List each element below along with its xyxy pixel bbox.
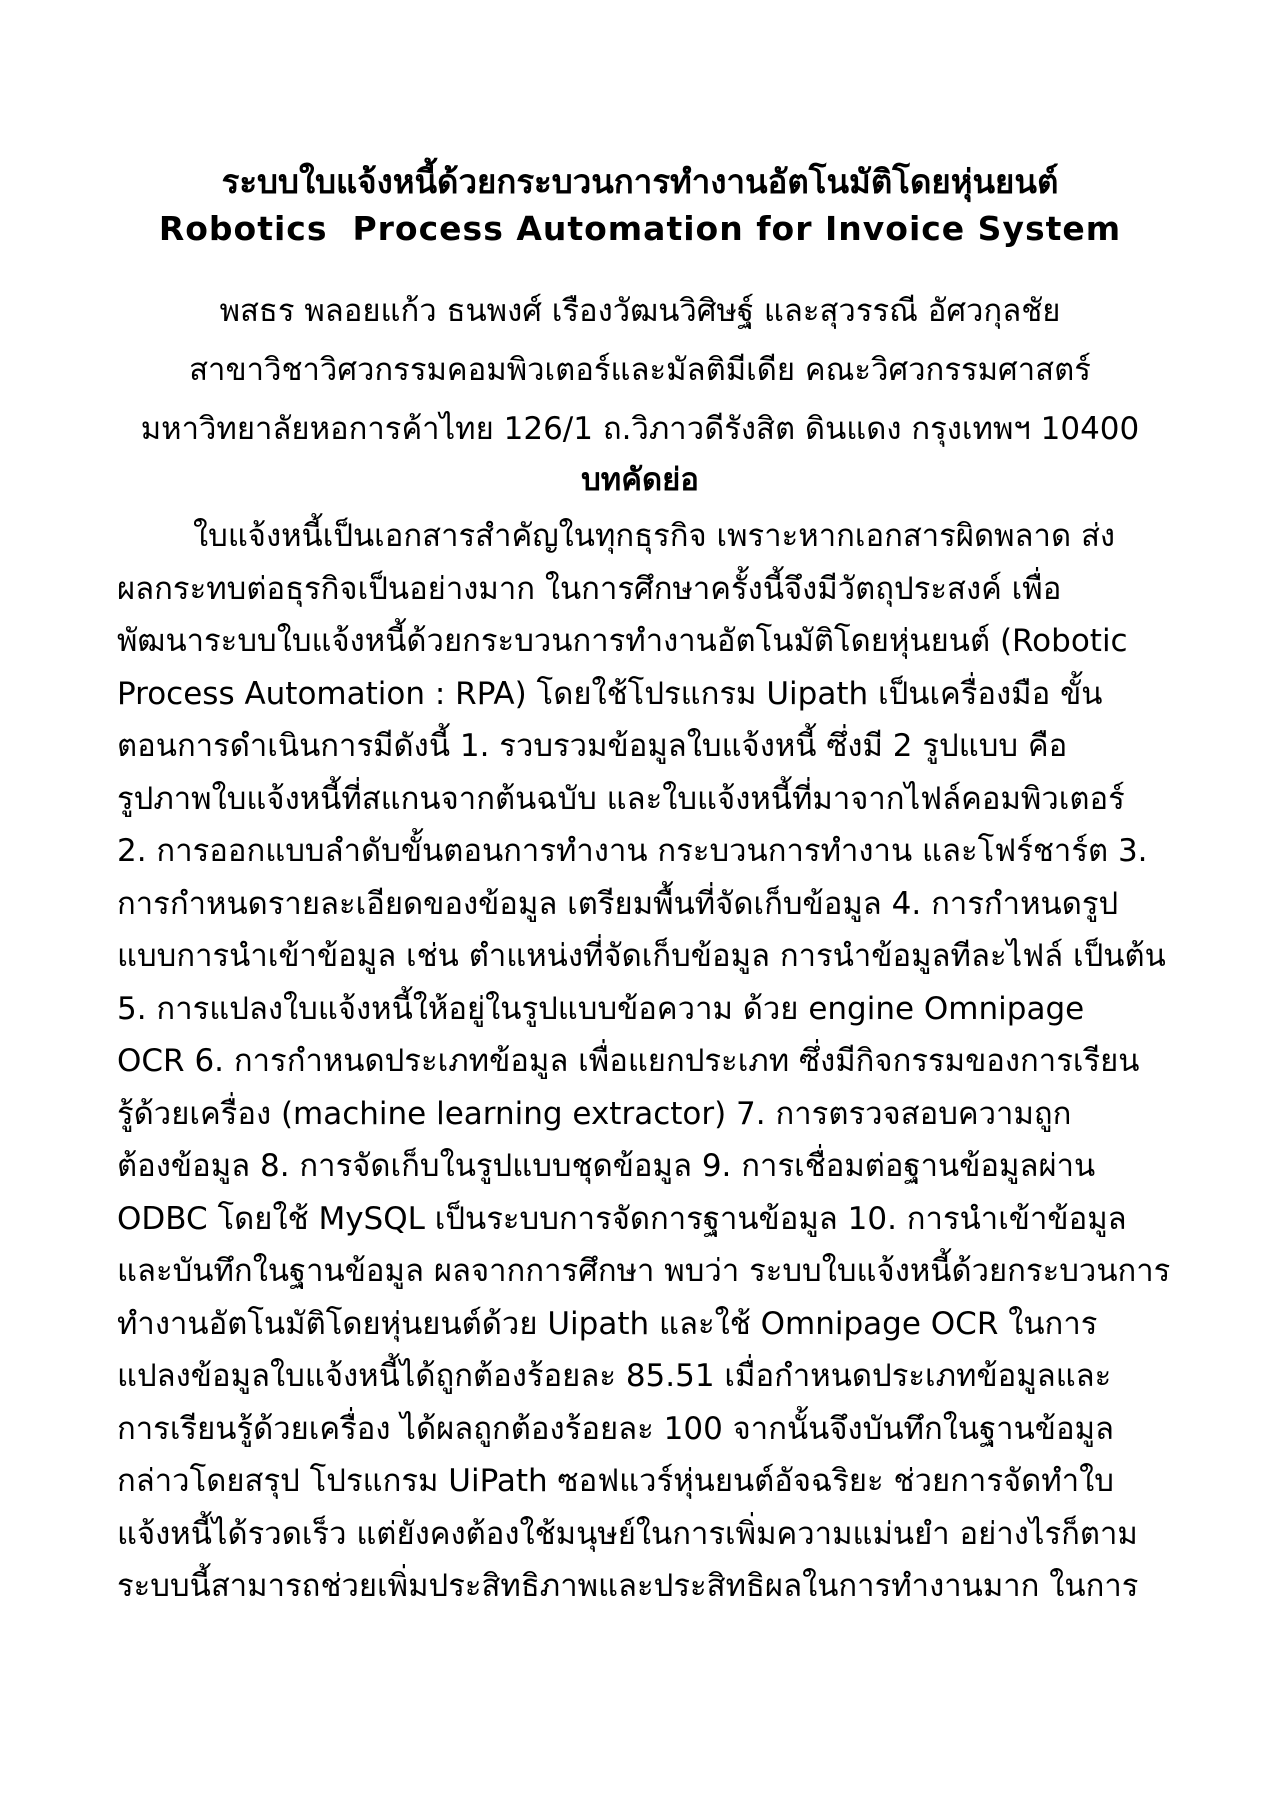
abstract-line: ระบบนี้สามารถช่วยเพิ่มประสิทธิภาพและประสิทธิผลในการทำงานมาก ในการ [117, 1568, 1139, 1604]
abstract-line: แปลงข้อมูลใบแจ้งหนี้ได้ถูกต้องร้อยละ 85.51 เมื่อกำหนดประเภทข้อมูลและ [117, 1358, 1112, 1394]
abstract-line: ใบแจ้งหนี้เป็นเอกสารสำคัญในทุกธุรกิจ เพราะหากเอกสารผิดพลาด ส่ง [193, 518, 1116, 554]
abstract-line: รูปภาพใบแจ้งหนี้ที่สแกนจากต้นฉบับ และใบแจ้งหนี้ที่มาจากไฟล์คอมพิวเตอร์ [117, 780, 1125, 817]
abstract-line: 5. การแปลงใบแจ้งหนี้ให้อยู่ในรูปแบบข้อความ ด้วย engine Omnipage [117, 990, 1085, 1027]
abstract-line: 2. การออกแบบลำดับขั้นตอนการทำงาน กระบวนการทำงาน และโฟร์ชาร์ต 3. [117, 833, 1148, 869]
author-address: มหาวิทยาลัยหอการค้าไทย 126/1 ถ.วิภาวดีรังสิต ดินแดง กรุงเทพฯ 10400 [140, 411, 1140, 447]
title-thai: ระบบใบแจ้งหนี้ด้วยกระบวนการทำงานอัตโนมัติโดยหุ่นยนต์ [221, 162, 1059, 201]
abstract-line: พัฒนาระบบใบแจ้งหนี้ด้วยกระบวนการทำงานอัตโนมัติโดยหุ่นยนต์ (Robotic [117, 623, 1128, 659]
abstract-heading: บทคัดย่อ [581, 462, 699, 498]
abstract-line: ODBC โดยใช้ MySQL เป็นระบบการจัดการฐานข้อมูล 10. การนำเข้าข้อมูล [117, 1200, 1127, 1237]
abstract-line: แบบการนำเข้าข้อมูล เช่น ตำแหน่งที่จัดเก็บข้อมูล การนำข้อมูลทีละไฟล์ เป็นต้น [117, 938, 1166, 974]
abstract-line: รู้ด้วยเครื่อง (machine learning extractor) 7. การตรวจสอบความถูก [117, 1095, 1072, 1132]
title-english: Robotics Process Automation for Invoice System [158, 209, 1122, 248]
abstract-line: การกำหนดรายละเอียดของข้อมูล เตรียมพื้นที่จัดเก็บข้อมูล 4. การกำหนดรูป [117, 885, 1119, 922]
abstract-line: กล่าวโดยสรุป โปรแกรม UiPath ซอฟแวร์หุ่นยนต์อัจฉริยะ ช่วยการจัดทำใบ [117, 1463, 1114, 1499]
abstract-line: ต้องข้อมูล 8. การจัดเก็บในรูปแบบชุดข้อมูล 9. การเชื่อมต่อฐานข้อมูลผ่าน [117, 1148, 1096, 1184]
author-department: สาขาวิชาวิศวกรรมคอมพิวเตอร์และมัลติมีเดีย คณะวิศวกรรมศาสตร์ [189, 352, 1091, 388]
abstract-line: ทำงานอัตโนมัติโดยหุ่นยนต์ด้วย Uipath และใช้ Omnipage OCR ในการ [117, 1305, 1098, 1342]
abstract-line: แจ้งหนี้ได้รวดเร็ว แต่ยังคงต้องใช้มนุษย์ในการเพิ่มความแม่นยำ อย่างไรก็ตาม [117, 1515, 1138, 1552]
abstract-line: ผลกระทบต่อธุรกิจเป็นอย่างมาก ในการศึกษาครั้งนี้จึงมีวัตถุประสงค์ เพื่อ [117, 570, 1062, 607]
author-names: พสธร พลอยแก้ว ธนพงศ์ เรืองวัฒนวิศิษฐ์ และสุวรรณี อัศวกุลชัย [219, 293, 1061, 329]
abstract-line: การเรียนรู้ด้วยเครื่อง ได้ผลถูกต้องร้อยละ 100 จากนั้นจึงบันทึกในฐานข้อมูล [117, 1410, 1115, 1447]
abstract-line: Process Automation : RPA) โดยใช้โปรแกรม Uipath เป็นเครื่องมือ ขั้น [117, 675, 1103, 712]
author-block [0, 282, 1280, 459]
abstract-line: ตอนการดำเนินการมีดังนี้ 1. รวบรวมข้อมูลใบแจ้งหนี้ ซึ่งมี 2 รูปแบบ คือ [117, 728, 1068, 764]
abstract-body [117, 510, 1171, 1613]
abstract-line: OCR 6. การกำหนดประเภทข้อมูล เพื่อแยกประเภท ซึ่งมีกิจกรรมของการเรียน [117, 1043, 1140, 1079]
abstract-line: และบันทึกในฐานข้อมูล ผลจากการศึกษา พบว่า ระบบใบแจ้งหนี้ด้วยกระบวนการ [117, 1253, 1171, 1289]
